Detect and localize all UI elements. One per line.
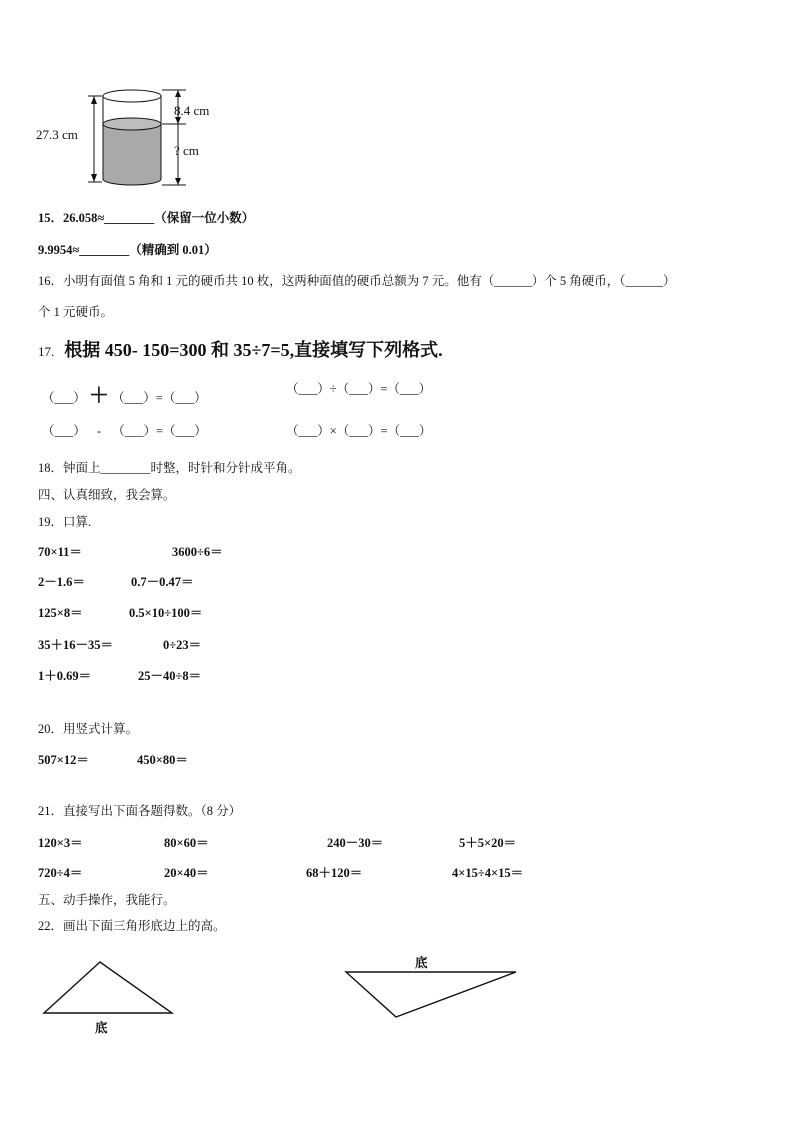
q19-item-5a: 1＋0.69＝ (38, 669, 92, 683)
total-height-label: 27.3 cm (36, 127, 78, 142)
base-label-left: 底 (95, 1021, 108, 1035)
q17-row2-right: （___）×（___）=（___） (286, 424, 432, 438)
q19-item-2a: 2－1.6＝ (38, 575, 85, 589)
q21-r1-c1: 120×3＝ (38, 836, 83, 850)
q19-item-2b: 0.7－0.47＝ (131, 575, 194, 589)
q16-number: 16． (38, 274, 64, 288)
q16 (38, 271, 676, 289)
q21-title: 21．直接写出下面各题得数。（8 分） (38, 804, 242, 818)
q19-item-5b: 25－40÷8＝ (138, 669, 202, 683)
q21-r1-c2: 80×60＝ (164, 836, 209, 850)
triangle-left (44, 962, 172, 1013)
q15-number: 15． (38, 211, 64, 225)
top-gap-label: 8.4 cm (174, 103, 210, 118)
q17-title-row (38, 336, 443, 362)
q19-item-1a: 70×11＝ (38, 545, 82, 559)
q19-item-1b: 3600÷6＝ (172, 545, 223, 559)
q19-item-3b: 0.5×10÷100＝ (129, 606, 203, 620)
q15 (38, 208, 254, 226)
q21-r2-c3: 68＋120＝ (306, 866, 363, 880)
q19-item-4b: 0÷23＝ (163, 638, 202, 652)
triangles-figure (0, 950, 794, 1040)
q21-r2-c4: 4×15÷4×15＝ (452, 866, 524, 880)
q19-title: 19．口算. (38, 515, 92, 529)
section4-title: 四、认真细致，我会算。 (38, 488, 176, 502)
base-label-right: 底 (415, 956, 428, 970)
q21-r2-c2: 20×40＝ (164, 866, 209, 880)
q20-title: 20．用竖式计算。 (38, 722, 139, 736)
q17-number: 17. (38, 344, 55, 359)
q17-row2-left: （___） - （___）=（___） (42, 424, 207, 438)
q19-item-4a: 35＋16－35＝ (38, 638, 114, 652)
q17-row1-left: （___） ＋ （___）=（___） (42, 385, 207, 407)
q20-item-1: 507×12＝ (38, 753, 89, 767)
q18: 18．钟面上________时整，时针和分针成平角。 (38, 461, 301, 475)
q21-r1-c4: 5＋5×20＝ (459, 836, 517, 850)
triangle-right (346, 972, 516, 1017)
section5-title: 五、动手操作，我能行。 (38, 893, 176, 907)
q15-line1: 26.058≈________（保留一位小数） (63, 211, 255, 225)
unknown-height-label: ? cm (174, 143, 199, 158)
q16-line1: 小明有面值 5 角和 1 元的硬币共 10 枚，这两种面值的硬币总额为 7 元。他有（______）个 5 角硬币，（______） (63, 274, 676, 288)
q19-item-3a: 125×8＝ (38, 606, 83, 620)
q15-line2: 9.9954≈________（精确到 0.01） (38, 243, 217, 257)
q17-title: 根据 450- 150=300 和 35÷7=5,直接填写下列格式. (64, 340, 443, 360)
q21-r2-c1: 720÷4＝ (38, 866, 83, 880)
q16-line2: 个 1 元硬币。 (38, 305, 114, 319)
q17-row1-right: （___）÷（___）=（___） (286, 382, 432, 396)
q22-title: 22．画出下面三角形底边上的高。 (38, 919, 226, 933)
q21-r1-c3: 240－30＝ (327, 836, 384, 850)
q20-item-2: 450×80＝ (137, 753, 188, 767)
